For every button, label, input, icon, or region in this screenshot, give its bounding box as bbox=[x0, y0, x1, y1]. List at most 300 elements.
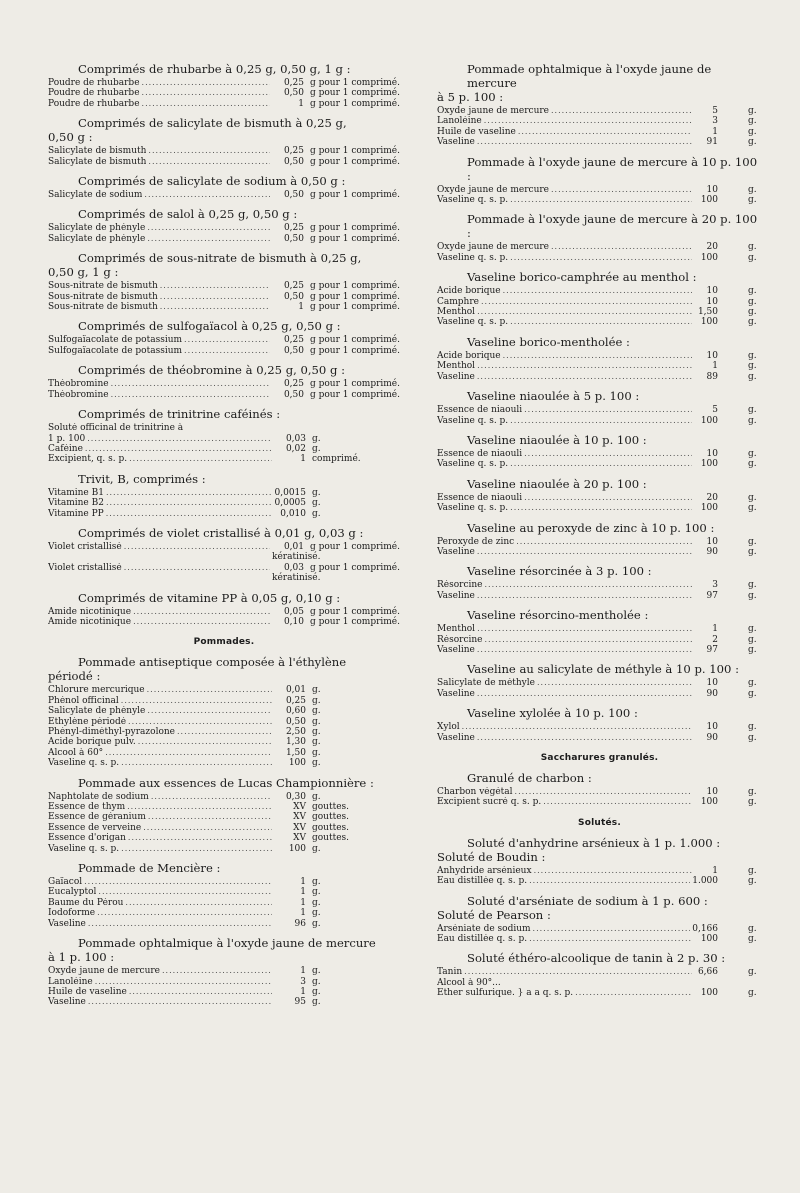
ingredient-row bbox=[437, 307, 762, 317]
ingredient-note: kératinisé. bbox=[272, 552, 321, 563]
leader-dots bbox=[510, 317, 692, 327]
ingredient-name: Vaseline q. s. p. bbox=[48, 843, 120, 854]
ingredient-quantity: 0,50 bbox=[283, 190, 304, 201]
formula-section bbox=[48, 526, 400, 584]
leader-dots bbox=[575, 988, 692, 998]
ingredient-quantity: 10 bbox=[706, 722, 718, 733]
formula-section bbox=[48, 655, 400, 768]
ingredient-row bbox=[48, 346, 400, 356]
ingredient-name: Alcool à 90°... bbox=[437, 977, 501, 988]
ingredient-quantity: 2 bbox=[712, 634, 718, 645]
ingredient-row bbox=[437, 106, 762, 116]
ingredient-quantity: 1 bbox=[712, 126, 718, 137]
ingredient-name: Oxyde jaune de mercure bbox=[437, 184, 549, 195]
ingredient-name: Essence d'origan bbox=[48, 833, 126, 844]
ingredient-quantity: 5 bbox=[712, 405, 718, 416]
ingredient-name: Vitamine B2 bbox=[48, 498, 104, 509]
ingredient-unit: g pour 1 comprimé. bbox=[309, 616, 400, 627]
formula-section bbox=[48, 174, 400, 200]
formula-title-line: Pommade aux essences de Lucas Championnière : bbox=[78, 775, 374, 790]
ingredient-quantity: 10 bbox=[706, 536, 718, 547]
ingredient-quantity: 0,0005 bbox=[274, 498, 306, 509]
ingredient-unit: g. bbox=[748, 195, 757, 206]
ingredient-row bbox=[437, 503, 762, 513]
formula-title-line: Comprimés de sulfogaïacol à 0,25 g, 0,50 g : bbox=[78, 319, 341, 334]
ingredient-row bbox=[437, 924, 762, 934]
ingredient-row bbox=[48, 617, 400, 627]
ingredient-quantity: 0,02 bbox=[285, 443, 306, 454]
ingredient-name: Théobromine bbox=[48, 389, 109, 400]
ingredient-name: Caféine bbox=[48, 443, 83, 454]
ingredient-row bbox=[437, 876, 762, 886]
ingredient-row bbox=[48, 488, 400, 498]
ingredient-unit: g. bbox=[748, 546, 757, 557]
ingredient-unit: g. bbox=[748, 503, 757, 514]
ingredient-row bbox=[437, 253, 762, 263]
formula-title-line: Vaseline résorcinée à 3 p. 100 : bbox=[467, 564, 652, 579]
ingredient-unit: g. bbox=[312, 695, 321, 706]
ingredient-unit: g pour 1 comprimé. bbox=[309, 541, 400, 552]
leader-dots bbox=[551, 242, 692, 252]
ingredient-unit: g pour 1 comprimé. bbox=[309, 88, 400, 99]
ingredient-row bbox=[437, 416, 762, 426]
ingredient-row bbox=[48, 833, 400, 843]
ingredient-name: Peroxyde de zinc bbox=[437, 536, 515, 547]
ingredient-name: Lanoléine bbox=[437, 116, 482, 127]
ingredient-name: Vitamine B1 bbox=[48, 487, 104, 498]
formula-title-line: Comprimés de rhubarbe à 0,25 g, 0,50 g, 1 g : bbox=[78, 62, 351, 76]
ingredient-row bbox=[437, 195, 762, 205]
leader-dots bbox=[477, 591, 692, 601]
leader-dots bbox=[477, 372, 692, 382]
ingredient-quantity: 0,50 bbox=[283, 345, 304, 356]
leader-dots bbox=[184, 346, 270, 356]
ingredient-name: Iodoforme bbox=[48, 908, 96, 919]
ingredient-row bbox=[48, 748, 400, 758]
ingredient-unit: g pour 1 comprimé. bbox=[309, 562, 400, 573]
ingredient-unit: g. bbox=[312, 843, 321, 854]
formula-title bbox=[437, 951, 762, 965]
ingredient-unit: g. bbox=[748, 126, 757, 137]
ingredient-unit: g. bbox=[748, 371, 757, 382]
ingredient-unit: g pour 1 comprimé. bbox=[309, 379, 400, 390]
leader-dots bbox=[510, 503, 692, 513]
ingredient-quantity: XV bbox=[293, 802, 306, 813]
leader-dots bbox=[537, 678, 692, 688]
ingredient-unit: g. bbox=[748, 448, 757, 459]
ingredient-quantity: 97 bbox=[706, 644, 718, 655]
ingredient-row bbox=[437, 317, 762, 327]
ingredient-name: Camphre bbox=[437, 296, 479, 307]
ingredient-name: Vaseline bbox=[437, 371, 475, 382]
formula-title bbox=[48, 861, 400, 875]
ingredient-quantity: 1 bbox=[300, 454, 306, 465]
ingredient-quantity: 0,01 bbox=[283, 541, 304, 552]
ingredient-row bbox=[437, 127, 762, 137]
ingredient-quantity: 100 bbox=[700, 797, 718, 808]
leader-dots bbox=[462, 722, 692, 732]
formula-section bbox=[437, 389, 762, 426]
ingredient-unit: g. bbox=[748, 923, 757, 934]
leader-dots bbox=[125, 898, 272, 908]
ingredient-unit: gouttes. bbox=[312, 802, 350, 813]
ingredient-name: Essence de thym bbox=[48, 802, 126, 813]
ingredient-quantity: 0,0015 bbox=[274, 487, 306, 498]
leader-dots bbox=[85, 444, 272, 454]
formula-title-line: périodé : bbox=[48, 669, 101, 684]
ingredient-unit: g. bbox=[748, 590, 757, 601]
ingredient-row bbox=[437, 645, 762, 655]
formula-title bbox=[437, 270, 762, 284]
leader-dots bbox=[551, 106, 692, 116]
formula-section bbox=[48, 207, 400, 244]
ingredient-name: Sulfogaïacolate de potassium bbox=[48, 345, 183, 356]
ingredient-quantity: 10 bbox=[706, 787, 718, 797]
ingredient-name: Oxyde jaune de mercure bbox=[48, 966, 160, 977]
ingredient-quantity: 10 bbox=[706, 448, 718, 459]
ingredient-name: Ether sulfurique. } a a q. s. p. bbox=[437, 988, 574, 999]
formula-title bbox=[437, 521, 762, 535]
ingredient-quantity: 0,50 bbox=[283, 88, 304, 99]
formula-title-line: Vaseline au peroxyde de zinc à 10 p. 100 : bbox=[467, 520, 715, 535]
ingredient-unit: g. bbox=[748, 644, 757, 655]
leader-dots bbox=[105, 748, 272, 758]
ingredient-name: Eucalyptol bbox=[48, 887, 97, 898]
formula-section bbox=[48, 936, 400, 1008]
ingredient-name: Salicylate de bismuth bbox=[48, 156, 147, 167]
ingredient-unit: g. bbox=[748, 405, 757, 416]
right-column bbox=[437, 62, 762, 1006]
leader-dots bbox=[481, 297, 692, 307]
ingredient-name: Menthol bbox=[437, 307, 476, 318]
leader-dots bbox=[95, 977, 272, 987]
ingredient-row bbox=[48, 454, 400, 464]
ingredient-row bbox=[437, 866, 762, 876]
leader-dots bbox=[543, 797, 692, 807]
left-column bbox=[48, 62, 400, 1015]
leader-dots bbox=[142, 88, 270, 98]
formula-title-line: à 1 p. 100 : bbox=[48, 950, 115, 965]
ingredient-unit: g. bbox=[748, 678, 757, 689]
ingredient-name: Sous-nitrate de bismuth bbox=[48, 291, 158, 302]
formula-title-line: Vaseline niaoulée à 20 p. 100 : bbox=[467, 476, 647, 491]
ingredient-unit: g. bbox=[312, 758, 321, 769]
ingredient-name: Vaseline q. s. p. bbox=[437, 317, 509, 328]
ingredient-row bbox=[437, 185, 762, 195]
ingredient-name: Eau distillée q. s. p. bbox=[437, 934, 528, 945]
ingredient-unit: g. bbox=[748, 688, 757, 699]
ingredient-name: Vaseline q. s. p. bbox=[437, 503, 509, 514]
formula-title-line: Vaseline niaoulée à 10 p. 100 : bbox=[467, 432, 647, 447]
leader-dots bbox=[147, 685, 272, 695]
formula-title-line: Comprimés de salol à 0,25 g, 0,50 g : bbox=[78, 207, 298, 222]
ingredient-name: Arséniate de sodium bbox=[437, 923, 531, 934]
ingredient-quantity: 1,50 bbox=[697, 307, 718, 318]
ingredient-unit: g. bbox=[748, 876, 757, 887]
ingredient-name: Alcool à 60° bbox=[48, 747, 104, 758]
formula-title-line: Pommade ophtalmique à l'oxyde jaune de mercure bbox=[467, 62, 712, 90]
ingredient-quantity: 100 bbox=[700, 459, 718, 470]
ingredient-name: Salicylate de phényle bbox=[48, 233, 146, 244]
ingredient-unit: g. bbox=[312, 737, 321, 748]
ingredient-unit: g. bbox=[748, 459, 757, 470]
ingredient-row bbox=[437, 624, 762, 634]
ingredient-row bbox=[48, 792, 400, 802]
ingredient-unit: g pour 1 comprimé. bbox=[309, 345, 400, 356]
ingredient-unit: g. bbox=[748, 865, 757, 876]
ingredient-quantity: 1 bbox=[300, 897, 306, 908]
ingredient-quantity: 95 bbox=[294, 997, 306, 1008]
ingredient-row bbox=[437, 580, 762, 590]
ingredient-unit: g. bbox=[312, 706, 321, 717]
formula-section bbox=[48, 251, 400, 312]
formula-section bbox=[48, 776, 400, 854]
ingredient-unit: g. bbox=[748, 787, 757, 797]
ingredient-row bbox=[48, 685, 400, 695]
ingredient-name: Vaseline bbox=[48, 918, 86, 929]
ingredient-name: Excipient sucré q. s. p. bbox=[437, 797, 542, 808]
ingredient-quantity: 10 bbox=[706, 296, 718, 307]
ingredient-quantity: 5 bbox=[712, 106, 718, 116]
ingredient-name: Vaseline bbox=[437, 137, 475, 148]
ingredient-quantity: 1 bbox=[712, 865, 718, 876]
ingredient-name: Poudre de rhubarbe bbox=[48, 88, 140, 99]
leader-dots bbox=[151, 792, 272, 802]
ingredient-unit: g. bbox=[312, 897, 321, 908]
leader-dots bbox=[524, 449, 692, 459]
ingredient-unit: g. bbox=[312, 966, 321, 977]
ingredient-unit: g. bbox=[748, 634, 757, 645]
formula-title-line: Comprimés de théobromine à 0,25 g, 0,50 g : bbox=[78, 363, 346, 378]
ingredient-row bbox=[48, 737, 400, 747]
ingredient-row bbox=[48, 898, 400, 908]
ingredient-row bbox=[437, 988, 762, 998]
leader-dots bbox=[524, 405, 692, 415]
ingredient-row bbox=[48, 919, 400, 929]
formula-title bbox=[437, 62, 762, 104]
ingredient-row bbox=[48, 812, 400, 822]
ingredient-name: Eau distillée q. s. p. bbox=[437, 876, 528, 887]
ingredient-unit: g. bbox=[748, 286, 757, 297]
ingredient-row bbox=[48, 509, 400, 519]
leader-dots bbox=[477, 547, 692, 557]
ingredient-name: Oxyde jaune de mercure bbox=[437, 106, 549, 116]
leader-dots bbox=[477, 137, 692, 147]
ingredient-quantity: 97 bbox=[706, 590, 718, 601]
formula-title-line: Soluté de Boudin : bbox=[437, 849, 546, 864]
ingredient-unit: g pour 1 comprimé. bbox=[309, 291, 400, 302]
ingredient-row bbox=[48, 302, 400, 312]
ingredient-name: Oxyde jaune de mercure bbox=[437, 242, 549, 253]
ingredient-quantity: 100 bbox=[700, 988, 718, 999]
ingredient-quantity: 0,50 bbox=[283, 389, 304, 400]
formula-title bbox=[437, 335, 762, 349]
formula-title bbox=[437, 155, 762, 183]
ingredient-row bbox=[48, 190, 400, 200]
ingredient-unit: g. bbox=[748, 361, 757, 372]
formula-title-line: Vaseline résorcino-mentholée : bbox=[467, 608, 649, 623]
ingredient-quantity: 10 bbox=[706, 678, 718, 689]
formula-section bbox=[437, 155, 762, 206]
ingredient-unit: gouttes. bbox=[312, 833, 350, 844]
leader-dots bbox=[121, 844, 272, 854]
formula-title-line: Comprimés de vitamine PP à 0,05 g, 0,10 g : bbox=[78, 590, 341, 605]
ingredient-quantity: 20 bbox=[706, 242, 718, 253]
ingredient-unit: g. bbox=[748, 317, 757, 328]
leader-dots bbox=[529, 934, 692, 944]
formula-section bbox=[437, 894, 762, 945]
leader-dots bbox=[510, 416, 692, 426]
ingredient-row bbox=[437, 591, 762, 601]
formula-title-line: 0,50 g, 1 g : bbox=[48, 265, 119, 280]
formula-title-line: Pommade de Mencière : bbox=[78, 861, 221, 876]
formula-title-line: Comprimés de violet cristallisé à 0,01 g, 0,03 g : bbox=[78, 525, 364, 540]
formula-section bbox=[437, 433, 762, 470]
ingredient-quantity: 0,25 bbox=[283, 78, 304, 88]
formula-title-line: Pommade antiseptique composée à l'éthylène bbox=[78, 655, 347, 670]
ingredient-row bbox=[48, 987, 400, 997]
ingredient-row bbox=[48, 78, 400, 88]
leader-dots bbox=[162, 966, 272, 976]
formula-title bbox=[437, 389, 762, 403]
formula-title bbox=[437, 477, 762, 491]
ingredient-unit: g pour 1 comprimé. bbox=[309, 335, 400, 346]
ingredient-row bbox=[48, 563, 400, 573]
formula-title bbox=[437, 706, 762, 720]
ingredient-name: Anhydride arsénieux bbox=[437, 865, 532, 876]
ingredient-unit: g. bbox=[312, 887, 321, 898]
ingredient-row bbox=[48, 234, 400, 244]
ingredient-unit: g. bbox=[748, 415, 757, 426]
formula-title-line: Soluté éthéro-alcoolique de tanin à 2 p. 30 : bbox=[467, 951, 726, 966]
ingredient-unit: g. bbox=[748, 350, 757, 361]
formula-title-line: 0,50 g : bbox=[48, 130, 93, 145]
leader-dots bbox=[148, 146, 270, 156]
ingredient-row bbox=[48, 281, 400, 291]
section-heading: Solutés. bbox=[578, 817, 621, 828]
ingredient-name: Théobromine bbox=[48, 379, 109, 390]
formula-title-line: Pommade ophtalmique à l'oxyde jaune de mercure bbox=[78, 936, 376, 951]
ingredient-name: Vaseline q. s. p. bbox=[437, 459, 509, 470]
ingredient-name: Ethylène périodé bbox=[48, 716, 127, 727]
ingredient-unit: g. bbox=[748, 492, 757, 503]
ingredient-quantity: 0,03 bbox=[283, 562, 304, 573]
leader-dots bbox=[138, 737, 272, 747]
formula-title bbox=[48, 116, 400, 144]
formula-title-line: Comprimés de trinitrine caféinés : bbox=[78, 407, 281, 422]
formula-title bbox=[48, 407, 400, 421]
ingredient-unit: g. bbox=[312, 997, 321, 1008]
ingredient-name: Essence de verveine bbox=[48, 822, 142, 833]
ingredient-row bbox=[48, 966, 400, 976]
ingredient-name: Essence de géranium bbox=[48, 812, 146, 823]
ingredient-name: Menthol bbox=[437, 624, 476, 635]
ingredient-row bbox=[48, 844, 400, 854]
leader-dots bbox=[106, 488, 272, 498]
ingredient-row bbox=[437, 286, 762, 296]
ingredient-name: Sulfogaïacolate de potassium bbox=[48, 335, 183, 346]
formula-title-line: Comprimés de sous-nitrate de bismuth à 0,25 g, bbox=[78, 251, 362, 266]
ingredient-name: Résorcine bbox=[437, 580, 483, 591]
ingredient-quantity: 100 bbox=[700, 195, 718, 206]
leader-dots bbox=[133, 617, 270, 627]
ingredient-quantity: 100 bbox=[700, 415, 718, 426]
formula-title bbox=[437, 212, 762, 240]
ingredient-quantity: 20 bbox=[706, 492, 718, 503]
ingredient-name: Huile de vaseline bbox=[437, 126, 516, 137]
ingredient-name: Charbon végétal bbox=[437, 787, 513, 797]
ingredient-unit: g pour 1 comprimé. bbox=[309, 190, 400, 201]
leader-dots bbox=[484, 580, 692, 590]
ingredient-name: Poudre de rhubarbe bbox=[48, 98, 140, 109]
ingredient-quantity: 1 bbox=[300, 908, 306, 919]
leader-dots bbox=[128, 833, 272, 843]
ingredient-quantity: 0,25 bbox=[283, 146, 304, 157]
leader-dots bbox=[503, 286, 692, 296]
ingredient-unit: g. bbox=[312, 908, 321, 919]
leader-dots bbox=[477, 733, 692, 743]
ingredient-unit: comprimé. bbox=[312, 454, 361, 465]
formula-title bbox=[437, 894, 762, 922]
ingredient-unit: g. bbox=[748, 624, 757, 635]
ingredient-row bbox=[437, 493, 762, 503]
leader-dots bbox=[147, 234, 270, 244]
ingredient-row bbox=[48, 977, 400, 987]
leader-dots bbox=[124, 563, 270, 573]
ingredient-quantity: 2,50 bbox=[285, 727, 306, 737]
ingredient-name: Menthol bbox=[437, 361, 476, 372]
ingredient-quantity: 0,50 bbox=[285, 716, 306, 727]
leader-dots bbox=[477, 624, 692, 634]
ingredient-quantity: XV bbox=[293, 812, 306, 823]
ingredient-quantity: 0,25 bbox=[283, 379, 304, 390]
ingredient-row bbox=[437, 351, 762, 361]
ingredient-unit: g pour 1 comprimé. bbox=[309, 146, 400, 157]
leader-dots bbox=[97, 908, 272, 918]
ingredient-quantity: 1.000 bbox=[692, 876, 718, 887]
ingredient-row bbox=[48, 444, 400, 454]
ingredient-quantity: 100 bbox=[700, 934, 718, 945]
ingredient-name: Résorcine bbox=[437, 634, 483, 645]
formula-title-line: Vaseline borico-mentholée : bbox=[467, 334, 630, 349]
ingredient-quantity: 100 bbox=[700, 252, 718, 263]
ingredient-quantity: 91 bbox=[706, 137, 718, 148]
ingredient-quantity: 0,03 bbox=[285, 433, 306, 444]
ingredient-quantity: 3 bbox=[712, 116, 718, 127]
ingredient-row bbox=[437, 797, 762, 807]
ingredient-row bbox=[48, 99, 400, 109]
formula-title bbox=[48, 251, 400, 279]
formula-title-line: Comprimés de salicylate de bismuth à 0,25 g, bbox=[78, 116, 347, 131]
ingredient-unit: g. bbox=[312, 508, 321, 519]
ingredient-quantity: 1 bbox=[712, 624, 718, 635]
ingredient-unit: g pour 1 comprimé. bbox=[309, 223, 400, 234]
formula-title-line: Pommade à l'oxyde jaune de mercure à 20 p. 100 : bbox=[467, 212, 758, 241]
leader-dots bbox=[515, 787, 692, 797]
ingredient-row bbox=[437, 537, 762, 547]
formula-title-line: Soluté de Pearson : bbox=[437, 907, 551, 922]
ingredient-name: Naphtolate de sodium bbox=[48, 791, 149, 802]
ingredient-quantity: 10 bbox=[706, 184, 718, 195]
ingredient-row bbox=[437, 689, 762, 699]
ingredient-name: Vaseline bbox=[437, 644, 475, 655]
leader-dots bbox=[148, 157, 270, 167]
ingredient-unit: g pour 1 comprimé. bbox=[309, 389, 400, 400]
ingredient-unit: g. bbox=[748, 967, 757, 978]
ingredient-unit: g. bbox=[748, 722, 757, 733]
leader-dots bbox=[510, 195, 692, 205]
ingredient-name: Vaseline bbox=[48, 997, 86, 1008]
